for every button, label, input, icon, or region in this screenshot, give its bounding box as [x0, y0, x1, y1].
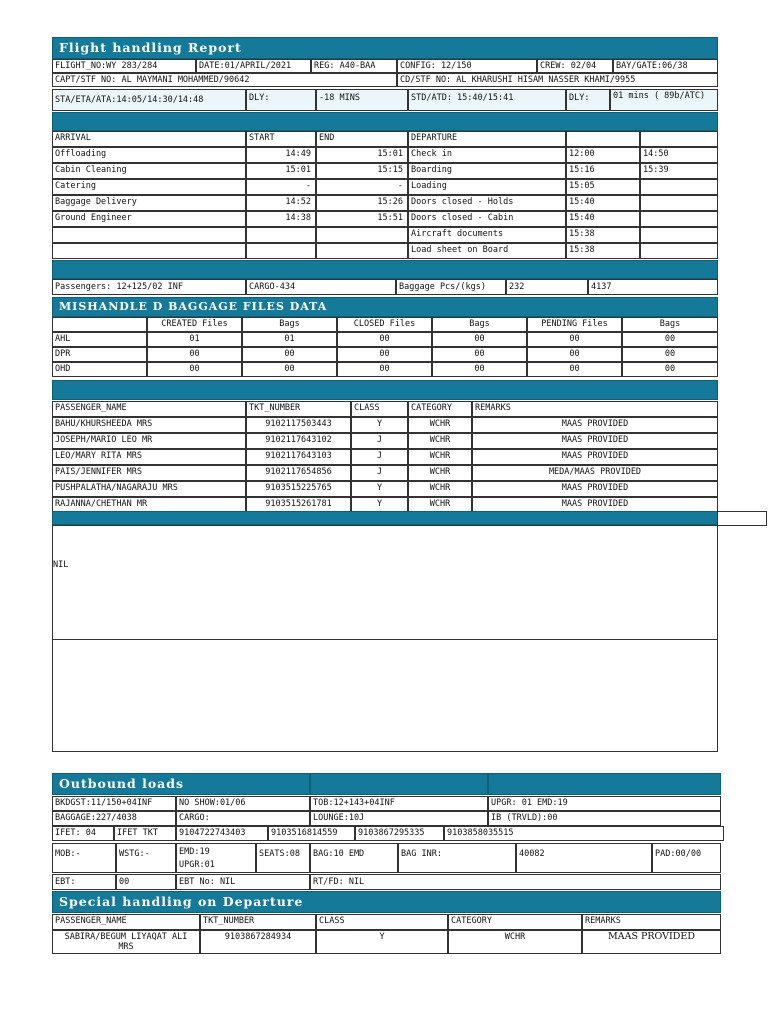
departure-special-title: Special handling on Departure [59, 894, 304, 909]
arrival-end-time: 15:01 [316, 147, 408, 163]
report-title-bar [52, 37, 718, 59]
arrival-activity-label [52, 227, 246, 243]
ifet-ticket-label: IFET TKT [114, 826, 176, 841]
arrival-special-header-cell: REMARKS [472, 401, 718, 417]
outbound-title: Outbound loads [59, 776, 185, 791]
mishandled-header-cell: PENDING Files [527, 317, 622, 332]
departure-header: DEPARTURE [408, 131, 566, 147]
arrival-end-time: 15:51 [316, 211, 408, 227]
emd-upgr [176, 843, 256, 873]
arrival-special-header-cell: CATEGORY [408, 401, 472, 417]
mishandled-count: 00 [242, 362, 337, 377]
arrival-activity-label [52, 243, 246, 259]
seats: SEATS:08 [256, 843, 310, 873]
ticket-number: 9102117503443 [246, 417, 351, 433]
service-category: WCHR [408, 497, 472, 513]
ifet-ticket-1: 9104722743403 [176, 826, 268, 841]
baggage-pieces: 232 [506, 279, 588, 295]
baggage-label: Baggage Pcs/(kgs) [396, 279, 506, 295]
ebt-label: EBT: [52, 874, 116, 890]
remarks-box [52, 525, 718, 640]
departure-activity-label: Doors closed - Cabin [408, 211, 566, 227]
departure-end-time [640, 211, 718, 227]
crew-count: CREW: 02/04 [537, 59, 613, 73]
departure-special-header-cell: PASSENGER_NAME [52, 914, 200, 930]
captain-staff: CAPT/STF NO: AL MAYMANI MOHAMMED/90642 [52, 73, 397, 87]
outbound-bar-right [488, 773, 721, 795]
upgr-value: UPGR:01 [179, 860, 215, 870]
departure-delay-value: 01 mins ( 89b/ATC) [610, 89, 718, 111]
total-on-board: TOB:12+143+04INF [310, 796, 488, 811]
emd-value: EMD:19 [179, 847, 210, 857]
rt-fd: RT/FD: NIL [310, 874, 721, 890]
mishandled-title: MISHANDLE D BAGGAGE FILES DATA [59, 300, 328, 313]
arrival-end-time: 15:15 [316, 163, 408, 179]
cargo-total: CARGO-434 [246, 279, 396, 295]
passenger-name: RAJANNA/CHETHAN MR [52, 497, 246, 513]
arrival-delay-value: -18 MINS [316, 89, 408, 111]
mishandled-count: 01 [242, 332, 337, 347]
ifet-count: IFET: 04 [52, 826, 114, 841]
arrival-start-time: 14:49 [246, 147, 316, 163]
departure-end-time: 14:50 [640, 147, 718, 163]
mishandled-count: 00 [527, 332, 622, 347]
departure-special-header-cell: CLASS [316, 914, 448, 930]
mob: MOB:- [52, 843, 116, 873]
travel-class: Y [351, 497, 408, 513]
arrival-start-time [246, 227, 316, 243]
upgrades: UPGR: 01 EMD:19 [488, 796, 721, 811]
start-header: START [246, 131, 316, 147]
sta-eta-ata: STA/ETA/ATA:14:05/14:30/14:48 [52, 89, 246, 111]
outbound-bar-mid [310, 773, 488, 795]
mishandled-type: DPR [52, 347, 147, 362]
service-remarks: MAAS PROVIDED [472, 449, 718, 465]
service-remarks: MAAS PROVIDED [472, 433, 718, 449]
booked-guests: BKDGST:11/150+04INF [52, 796, 176, 811]
service-remarks: MEDA/MAAS PROVIDED [472, 465, 718, 481]
service-category: WCHR [408, 417, 472, 433]
passenger-name: PUSHPALATHA/NAGARAJU MRS [52, 481, 246, 497]
mishandled-count: 00 [242, 347, 337, 362]
ebt-value: 00 [116, 874, 176, 890]
mishandled-header-cell: Bags [622, 317, 718, 332]
mishandled-count: 00 [337, 332, 432, 347]
arrival-header: ARRIVAL [52, 131, 246, 147]
service-category: WCHR [408, 449, 472, 465]
timings-bar [52, 112, 718, 131]
notes-box [52, 639, 718, 752]
mishandled-type: AHL [52, 332, 147, 347]
passenger-name: PAIS/JENNIFER MRS [52, 465, 246, 481]
travel-class: Y [351, 417, 408, 433]
cabin-director-staff: CD/STF NO: AL KHARUSHI HISAM NASSER KHAMI/9955 [397, 73, 718, 87]
bag-inr-label: BAG INR: [398, 843, 516, 873]
mishandled-type: OHD [52, 362, 147, 377]
service-category: WCHR [448, 930, 582, 954]
mishandled-count: 00 [337, 347, 432, 362]
arrival-special-header-cell: CLASS [351, 401, 408, 417]
departure-start-header [566, 131, 640, 147]
arrival-activity-label: Baggage Delivery [52, 195, 246, 211]
remarks-bar [52, 511, 718, 525]
departure-activity-label: Doors closed - Holds [408, 195, 566, 211]
arrival-start-time: 14:52 [246, 195, 316, 211]
no-show: NO SHOW:01/06 [176, 796, 310, 811]
travel-class: Y [316, 930, 448, 954]
ticket-number: 9103867284934 [200, 930, 316, 954]
ticket-number: 9103515261781 [246, 497, 351, 513]
std-atd: STD/ATD: 15:40/15:41 [408, 89, 566, 111]
mishandled-header-cell: Bags [432, 317, 527, 332]
arrival-special-header-cell: PASSENGER_NAME [52, 401, 246, 417]
ticket-number: 9103515225765 [246, 481, 351, 497]
mishandled-count: 00 [432, 332, 527, 347]
mishandled-count: 00 [432, 362, 527, 377]
end-header: END [316, 131, 408, 147]
departure-delay-label: DLY: [566, 89, 610, 111]
report-title: Flight handling Report [59, 40, 242, 55]
departure-start-time: 15:40 [566, 195, 640, 211]
ticket-number: 9102117654856 [246, 465, 351, 481]
departure-special-header-cell: REMARKS [582, 914, 721, 930]
baggage-weight: 4137 [588, 279, 718, 295]
travel-class: J [351, 465, 408, 481]
flight-number: FLIGHT_NO:WY 283/284 [52, 59, 196, 73]
service-category: WCHR [408, 433, 472, 449]
bay-gate: BAY/GATE:06/38 [613, 59, 718, 73]
departure-end-time [640, 195, 718, 211]
arrival-special-bar [52, 380, 718, 400]
mishandled-count: 00 [527, 362, 622, 377]
lounge: LOUNGE:10J [310, 811, 488, 826]
arrival-delay-label: DLY: [246, 89, 316, 111]
arrival-start-time: 15:01 [246, 163, 316, 179]
service-remarks: MAAS PROVIDED [472, 417, 718, 433]
service-category: WCHR [408, 481, 472, 497]
outbound-baggage: BAGGAGE:227/4038 [52, 811, 176, 826]
mishandled-count: 01 [147, 332, 242, 347]
passenger-name: BAHU/KHURSHEEDA MRS [52, 417, 246, 433]
wstg: WSTG:- [116, 843, 176, 873]
load-summary-bar [52, 260, 718, 279]
arrival-end-time [316, 227, 408, 243]
departure-start-time: 15:16 [566, 163, 640, 179]
arrival-special-header-cell: TKT_NUMBER [246, 401, 351, 417]
departure-start-time: 15:38 [566, 227, 640, 243]
departure-activity-label: Loading [408, 179, 566, 195]
pad: PAD:00/00 [652, 843, 721, 873]
arrival-activity-label: Catering [52, 179, 246, 195]
inbound-travelled: IB (TRVLD):00 [488, 811, 721, 826]
ifet-ticket-4: 9103858035515 [444, 826, 724, 841]
mishandled-count: 00 [622, 347, 718, 362]
outbound-cargo: CARGO: [176, 811, 310, 826]
mishandled-header-cell [52, 317, 147, 332]
remarks-text: NIL [53, 560, 69, 570]
flight-date: DATE:01/APRIL/2021 [196, 59, 311, 73]
mishandled-count: 00 [147, 362, 242, 377]
travel-class: J [351, 433, 408, 449]
travel-class: J [351, 449, 408, 465]
arrival-activity-label: Cabin Cleaning [52, 163, 246, 179]
passenger-name: JOSEPH/MARIO LEO MR [52, 433, 246, 449]
departure-activity-label: Check in [408, 147, 566, 163]
mishandled-count: 00 [622, 332, 718, 347]
ebt-number: EBT No: NIL [176, 874, 310, 890]
arrival-start-time: - [246, 179, 316, 195]
bag-emd: BAG:10 EMD [310, 843, 398, 873]
mishandled-header-cell: Bags [242, 317, 337, 332]
service-remarks: MAAS PROVIDED [582, 930, 721, 954]
departure-start-time: 12:00 [566, 147, 640, 163]
departure-end-time [640, 227, 718, 243]
aircraft-config: CONFIG: 12/150 [397, 59, 537, 73]
arrival-activity-label: Ground Engineer [52, 211, 246, 227]
departure-end-header [640, 131, 718, 147]
travel-class: Y [351, 481, 408, 497]
service-remarks: MAAS PROVIDED [472, 481, 718, 497]
arrival-start-time [246, 243, 316, 259]
departure-special-header-cell: TKT_NUMBER [200, 914, 316, 930]
arrival-end-time: - [316, 179, 408, 195]
departure-start-time: 15:40 [566, 211, 640, 227]
departure-end-time [640, 179, 718, 195]
ifet-ticket-3: 9103867295335 [355, 826, 444, 841]
mishandled-count: 00 [432, 347, 527, 362]
mishandled-count: 00 [527, 347, 622, 362]
mishandled-header-cell: CLOSED Files [337, 317, 432, 332]
arrival-end-time: 15:26 [316, 195, 408, 211]
passenger-name: SABIRA/BEGUM LIYAQAT ALI MRS [52, 930, 200, 954]
remarks-side-box [717, 511, 767, 526]
service-remarks: MAAS PROVIDED [472, 497, 718, 513]
arrival-activity-label: Offloading [52, 147, 246, 163]
mishandled-bar [52, 297, 718, 317]
ifet-ticket-2: 9103516814559 [268, 826, 355, 841]
ticket-number: 9102117643103 [246, 449, 351, 465]
passenger-name: LEO/MARY RITA MRS [52, 449, 246, 465]
departure-end-time [640, 243, 718, 259]
mishandled-count: 00 [622, 362, 718, 377]
departure-activity-label: Boarding [408, 163, 566, 179]
mishandled-count: 00 [337, 362, 432, 377]
departure-activity-label: Load sheet on Board [408, 243, 566, 259]
ticket-number: 9102117643102 [246, 433, 351, 449]
mishandled-header-cell: CREATED Files [147, 317, 242, 332]
passengers-total: Passengers: 12+125/02 INF [52, 279, 246, 295]
departure-special-bar [52, 891, 721, 913]
outbound-title-bar [52, 773, 310, 795]
departure-start-time: 15:38 [566, 243, 640, 259]
arrival-end-time [316, 243, 408, 259]
arrival-start-time: 14:38 [246, 211, 316, 227]
departure-end-time: 15:39 [640, 163, 718, 179]
departure-activity-label: Aircraft documents [408, 227, 566, 243]
departure-special-header-cell: CATEGORY [448, 914, 582, 930]
mishandled-count: 00 [147, 347, 242, 362]
service-category: WCHR [408, 465, 472, 481]
aircraft-registration: REG: A40-BAA [311, 59, 397, 73]
bag-inr-value: 40082 [516, 843, 652, 873]
departure-start-time: 15:05 [566, 179, 640, 195]
